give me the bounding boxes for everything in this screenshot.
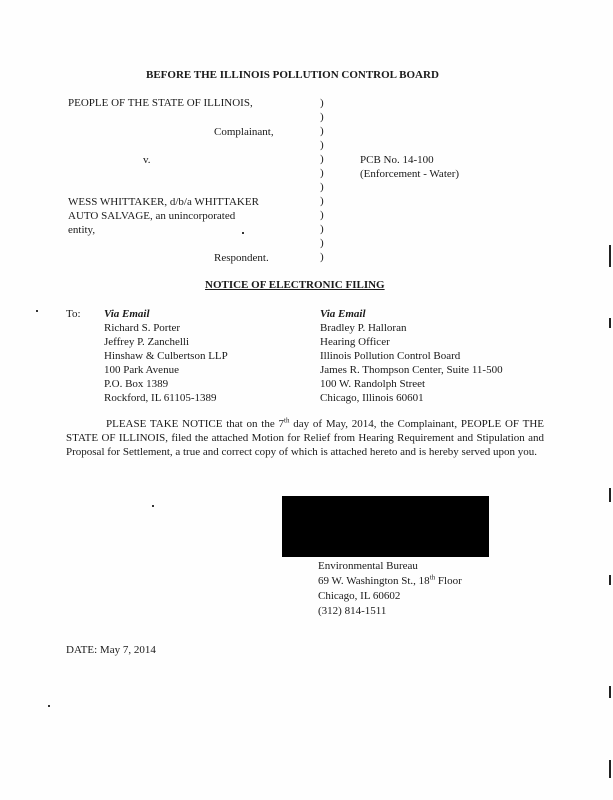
scan-artifact [36,310,38,312]
service-right-line: James R. Thompson Center, Suite 11-500 [320,364,503,376]
page-title: BEFORE THE ILLINOIS POLLUTION CONTROL BOARD [146,69,439,81]
signature-address-text: Floor [435,575,462,587]
caption-paren: ) [320,167,324,179]
service-right-method: Via Email [320,308,366,320]
scan-artifact [48,705,50,707]
caption-paren: ) [320,153,324,165]
caption-paren: ) [320,251,324,263]
scan-artifact [152,505,154,507]
scan-artifact [609,488,611,502]
caption-defendant-line3: entity, [68,224,96,236]
case-type: (Enforcement - Water) [360,168,460,180]
signature-bureau: Environmental Bureau [318,560,418,572]
case-number: PCB No. 14-100 [360,154,434,166]
caption-defendant-line2: AUTO SALVAGE, an unincorporated [68,210,236,222]
ordinal-suffix: th [429,573,436,582]
caption-plaintiff: PEOPLE OF THE STATE OF ILLINOIS, [68,97,253,109]
notice-title: NOTICE OF ELECTRONIC FILING [205,279,385,291]
scan-artifact [609,318,611,328]
notice-paragraph-text: PLEASE TAKE NOTICE that on the 7 [106,418,284,430]
scan-artifact [609,575,611,585]
service-right-line: 100 W. Randolph Street [320,378,426,390]
caption-defendant-role: Respondent. [214,252,269,264]
caption-paren: ) [320,181,324,193]
scan-artifact [609,760,611,778]
caption-versus: v. [143,154,151,166]
service-right-line: Illinois Pollution Control Board [320,350,461,362]
caption-plaintiff-role: Complainant, [214,126,274,138]
caption-paren: ) [320,223,324,235]
service-right-line: Bradley P. Halloran [320,322,407,334]
service-left-line: 100 Park Avenue [104,364,179,376]
notice-paragraph-text: day of May, 2014, the Complainant, PEOPLE OF THE STATE OF ILLINOIS, filed the attached Motion for Relief from Hearing Requirement and Stipulation and Proposal for Settlement, a true and correct copy of which is attached hereto and is hereby served upon you. [66,418,545,459]
caption-paren: ) [320,97,324,109]
service-left-line: Jeffrey P. Zanchelli [104,336,190,348]
ordinal-suffix: th [284,416,290,425]
caption-paren-column [320,96,324,264]
signature-address-text: 69 W. Washington St., 18 [318,575,430,587]
service-right-line: Chicago, Illinois 60601 [320,392,424,404]
caption-paren: ) [320,139,324,151]
signature-phone: (312) 814-1511 [318,605,387,617]
caption-paren: ) [320,209,324,221]
caption-paren: ) [320,237,324,249]
caption-defendant-line1: WESS WHITTAKER, d/b/a WHITTAKER [68,196,259,208]
scan-artifact [242,232,244,234]
redacted-signature [282,496,489,557]
service-left-line: Hinshaw & Culbertson LLP [104,350,228,362]
caption-paren: ) [320,195,324,207]
service-left-method: Via Email [104,308,150,320]
service-left-line: Rockford, IL 61105-1389 [104,392,217,404]
date-line: DATE: May 7, 2014 [66,644,156,656]
signature-address [318,574,462,588]
scan-artifact [609,686,611,698]
to-label: To: [66,308,81,320]
caption-paren: ) [320,111,324,123]
scan-artifact [609,245,611,267]
service-right-line: Hearing Officer [320,336,390,348]
signature-city: Chicago, IL 60602 [318,590,401,602]
caption-paren: ) [320,125,324,137]
service-left-line: P.O. Box 1389 [104,378,169,390]
service-left-line: Richard S. Porter [104,322,181,334]
notice-paragraph [66,417,544,460]
